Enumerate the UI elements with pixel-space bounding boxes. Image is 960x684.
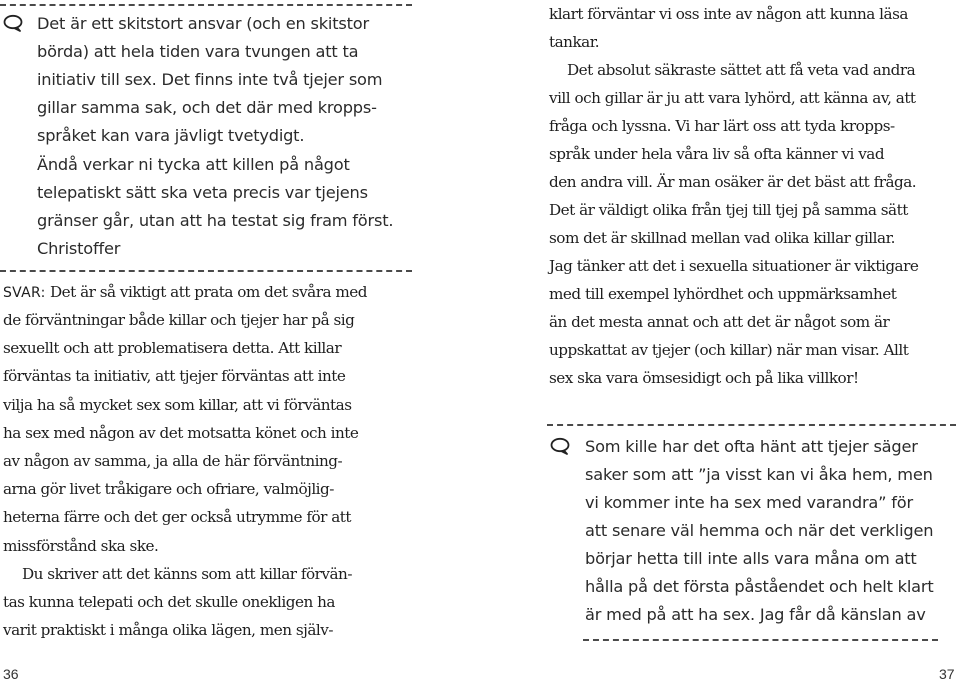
answer-line: av någon av samma, ja alla de här förväntning- <box>3 452 343 470</box>
body-line: Det är väldigt olika från tjej till tjej på samma sätt <box>549 201 908 219</box>
body-line: Jag tänker att det i sexuella situationer är viktigare <box>549 257 919 275</box>
answer-line: ha sex med någon av det motsatta könet och inte <box>3 424 359 442</box>
body-line: fråga och lyssna. Vi har lärt oss att tyda kropps- <box>549 117 895 135</box>
quote-author: Christoffer <box>37 239 121 258</box>
answer-line: Du skriver att det känns som att killar förvän- <box>22 565 352 583</box>
quote-line: gränser går, utan att ha testat sig fram först. <box>37 211 394 230</box>
quote-line: att senare väl hemma och när det verkligen <box>585 521 934 540</box>
speech-bubble-icon <box>3 14 23 32</box>
quote-line: saker som att ”ja visst kan vi åka hem, men <box>585 465 933 484</box>
divider-mid-left <box>0 270 412 272</box>
answer-line: sexuellt och att problematisera detta. Att killar <box>3 339 342 357</box>
quote-line: initiativ till sex. Det finns inte två tjejer som <box>37 70 383 89</box>
body-line: vill och gillar är ju att vara lyhörd, att känna av, att <box>549 89 916 107</box>
body-line: sex ska vara ömsesidigt och på lika villkor! <box>549 369 859 387</box>
body-line: med till exempel lyhördhet och uppmärksamhet <box>549 285 897 303</box>
divider-bottom-right <box>583 639 938 641</box>
quote-line: gillar samma sak, och det där med kropps- <box>37 98 377 117</box>
page-number-left: 36 <box>3 666 19 682</box>
quote-line: telepatiskt sätt ska veta precis var tjejens <box>37 183 368 202</box>
answer-line: tas kunna telepati och det skulle onekligen ha <box>3 593 335 611</box>
body-line: Det absolut säkraste sättet att få veta vad andra <box>567 61 916 79</box>
divider-mid-right <box>547 424 956 426</box>
divider-top-left <box>0 4 412 6</box>
answer-line: arna gör livet tråkigare och ofriare, valmöjlig- <box>3 480 334 498</box>
body-line: tankar. <box>549 33 600 51</box>
body-line: klart förväntar vi oss inte av någon att kunna läsa <box>549 5 908 23</box>
quote-line: är med på att ha sex. Jag får då känslan av <box>585 605 926 624</box>
quote-line: Ändå verkar ni tycka att killen på något <box>37 155 350 174</box>
answer-line: SVAR: Det är så viktigt att prata om det svåra med <box>3 283 367 301</box>
answer-line: de förväntningar både killar och tjejer har på sig <box>3 311 355 329</box>
quote-line: Det är ett skitstort ansvar (och en skitstor <box>37 14 369 33</box>
quote-line: språket kan vara jävligt tvetydigt. <box>37 126 305 145</box>
quote-line: börjar hetta till inte alls vara måna om att <box>585 549 917 568</box>
answer-line: vilja ha så mycket sex som killar, att vi förväntas <box>3 396 352 414</box>
answer-line: missförstånd ska ske. <box>3 537 159 555</box>
answer-line: varit praktiskt i många olika lägen, men själv- <box>3 621 333 639</box>
answer-line: förväntas ta initiativ, att tjejer förväntas att inte <box>3 367 346 385</box>
body-line: den andra vill. Är man osäker är det bäst att fråga. <box>549 173 917 191</box>
speech-bubble-icon <box>550 437 570 455</box>
answer-label: SVAR: <box>3 285 46 301</box>
page-number-right: 37 <box>939 666 955 682</box>
quote-line: hålla på det första påståendet och helt klart <box>585 577 934 596</box>
quote-line: börda) att hela tiden vara tvungen att ta <box>37 42 359 61</box>
answer-line: heterna färre och det ger också utrymme för att <box>3 508 351 526</box>
quote-line: vi kommer inte ha sex med varandra” för <box>585 493 913 512</box>
body-line: språk under hela våra liv så ofta känner vi vad <box>549 145 885 163</box>
body-line: uppskattat av tjejer (och killar) när man visar. Allt <box>549 341 909 359</box>
quote-line: Som kille har det ofta hänt att tjejer säger <box>585 437 918 456</box>
body-line: som det är skillnad mellan vad olika killar gillar. <box>549 229 895 247</box>
body-line: än det mesta annat och att det är något som är <box>549 313 890 331</box>
